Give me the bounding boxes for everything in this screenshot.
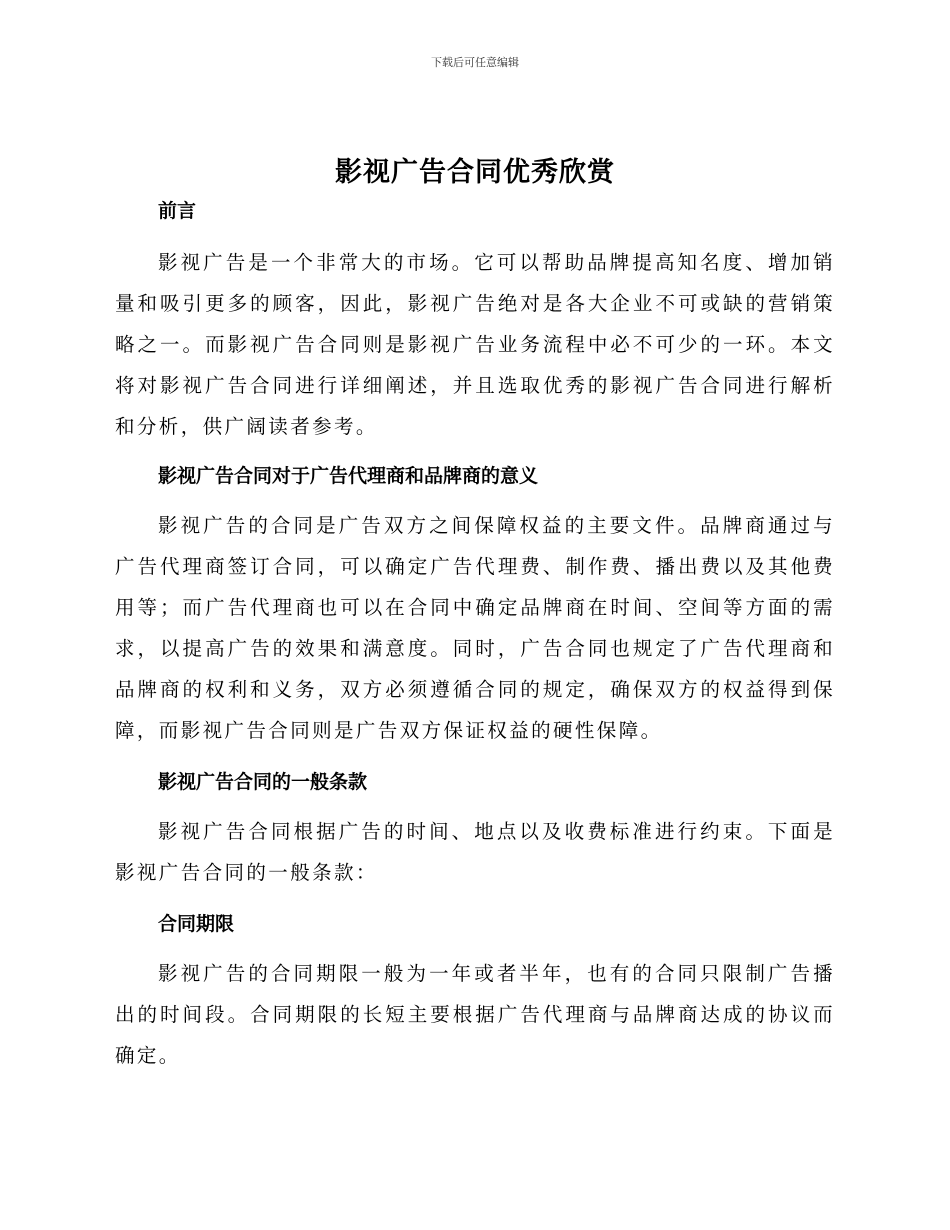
section-heading-general-terms: 影视广告合同的一般条款 <box>158 771 368 793</box>
section-heading-significance: 影视广告合同对于广告代理商和品牌商的意义 <box>158 465 539 487</box>
section-paragraph-contract-term: 影视广告的合同期限一般为一年或者半年，也有的合同只限制广告播出的时间段。合同期限的长短主要根据广告代理商与品牌商达成的协议而确定。 <box>115 962 835 1067</box>
document-body <box>115 192 835 1076</box>
section-heading-contract-term: 合同期限 <box>158 913 235 935</box>
section-heading-preface: 前言 <box>158 200 197 222</box>
section-paragraph-preface: 影视广告是一个非常大的市场。它可以帮助品牌提高知名度、增加销量和吸引更多的顾客，因此，影视广告绝对是各大企业不可或缺的营销策略之一。而影视广告合同则是影视广告业务流程中必不可少的一环。本文将对影视广告合同进行详细阐述，并且选取优秀的影视广告合同进行解析和分析，供广阔读者参考。 <box>115 251 835 438</box>
section-paragraph-significance: 影视广告的合同是广告双方之间保障权益的主要文件。品牌商通过与广告代理商签订合同，可以确定广告代理费、制作费、播出费以及其他费用等；而广告代理商也可以在合同中确定品牌商在时间、空间等方面的需求，以提高广告的效果和满意度。同时，广告合同也规定了广告代理商和品牌商的权利和义务，双方必须遵循合同的规定，确保双方的权益得到保障，而影视广告合同则是广告双方保证权益的硬性保障。 <box>115 514 835 742</box>
document-title: 影视广告合同优秀欣赏 <box>335 157 615 188</box>
header-note: 下载后可任意编辑 <box>431 56 519 69</box>
section-paragraph-general-terms: 影视广告合同根据广告的时间、地点以及收费标准进行约束。下面是影视广告合同的一般条款： <box>115 820 835 884</box>
